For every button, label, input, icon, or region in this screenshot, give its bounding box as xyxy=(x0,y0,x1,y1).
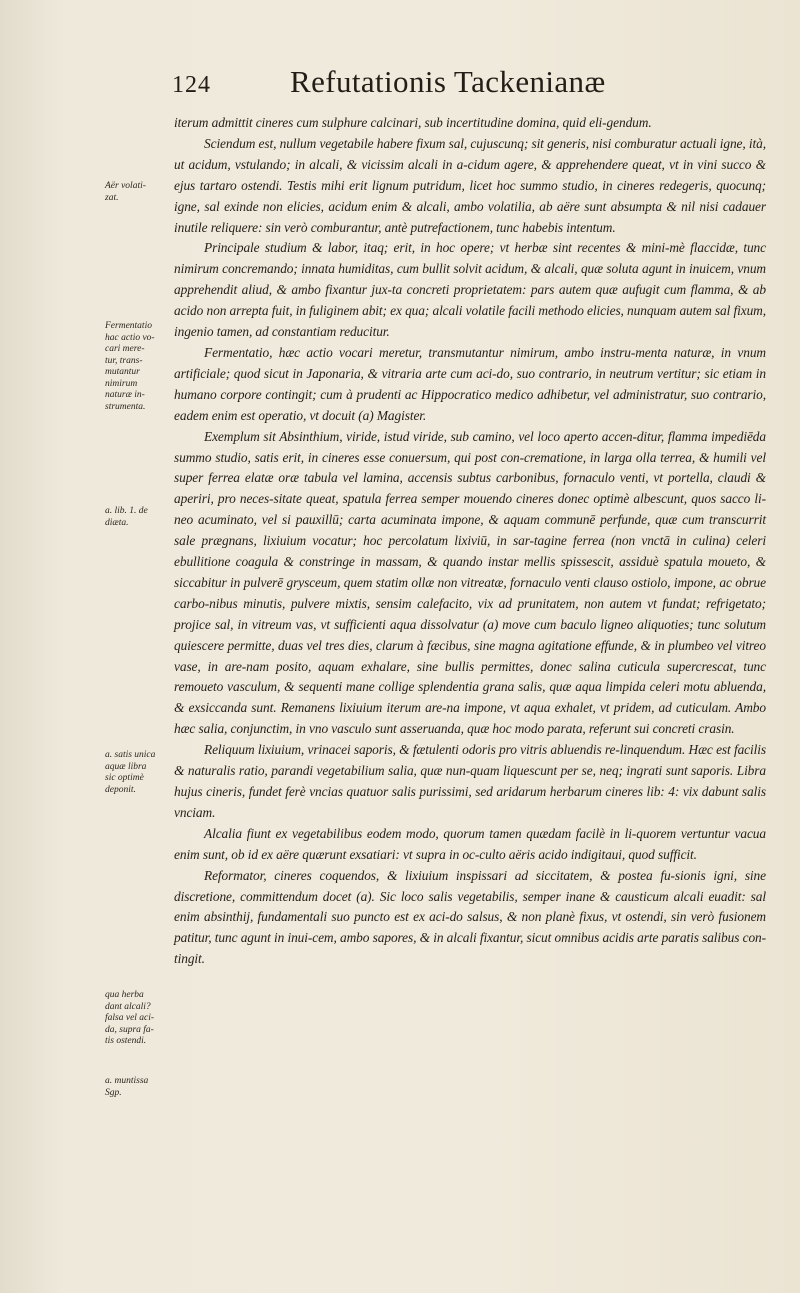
margin-note: qua herba dant alcali? falsa vel aci- da, supra fa- tis ostendi. xyxy=(105,990,155,1046)
margin-note: Aër volati- zat. xyxy=(105,181,146,203)
margin-note: Fermentatio hac actio vo- cari mere- tur, trans- mutantur nimirum naturæ in- strumenta. xyxy=(105,321,155,412)
paragraph: Alcalia fiunt ex vegetabilibus eodem modo, quorum tamen quædam facilè in li-quorem vertuntur vacua enim sunt, ob id ex aëre quærunt exsatiari: vt supra in oc-culto aëris acido indigitaui, quod sufficit. xyxy=(174,825,766,862)
paragraph: iterum admittit cineres cum sulphure calcinari, sub incertitudine domina, quid eli-gendum. xyxy=(174,115,652,130)
margin-note: a. muntissa Sgp. xyxy=(105,1076,149,1098)
paragraph: Fermentatio, hæc actio vocari meretur, transmutantur nimirum, ambo instru-menta naturæ, in vnum artificiale; quod sicut in Japonaria, & vitraria arte cum aci-do, suo contrario, in neutrum vertitur; sic etiam in humano corpore contingit; cum à prudenti ac Hippocratico medico adhibetur, vel administratur, suo contrario, eadem enim est operatio, vt docuit (a) Magister. xyxy=(174,344,766,423)
paragraph: Reformator, cineres coquendos, & lixiuium inspissari ad siccitatem, & postea fu-sionis igni, sine discretione, committendum docet (a). Sic loco salis vegetabilis, semper inane & causticum alcali euadit: sal enim absinthij, fundamentali suo puncto est ex aci-do salsus, & non planè fixus, vt ostendi, sin verò fusionem patitur, tunc agunt in inui-cem, ambo sapores, & in alcali fixantur, sicut omnibus acidis arte paratis salibus con-tingit. xyxy=(174,867,766,967)
margin-note: a. satis unica aquæ libra sic optimè deponit. xyxy=(105,750,156,795)
page-number: 124 xyxy=(172,72,211,98)
paragraph: Exemplum sit Absinthium, viride, istud viride, sub camino, vel loco aperto accen-ditur, flamma impediēda summo studio, satis erit, in cineres esse conuersum, qui post con-crematione, in larga olla terrea, & humili vel super ferrea elatæ oræ tabula vel lamina, accensis subtus carbonibus, fornaculo venti, vt portella, claudi & aperiri, pro neces-sitate queat, spatula ferrea semper mouendo cineres donec optimè albescunt, quos sacco li-neo acuminato, vel si pauxillū; carta acuminata impone, & aquam communē perfunde, quæ cum transcurrit sale prægnans, lixiuium vocatur; hoc percolatum lixiviū, in sar-tagine ferrea (non vnctā in culina) celeri ebullitione coagula & constringe in massam, & quando instar mellis spissescit, assiduè spatula moueto, & siccabitur in pulverē grysceum, quem statim ollæ non vitreatæ, fornaculo venti clauso ostiolo, impone, ac obrue carbo-nibus minutis, pulvere mixtis, sensim calefacito, vix ad prunitatem, non autem vt fundat; refrigetato; projice sal, in vitreum vas, vt sufficienti aqua dissolvatur (a) move cum baculo ligneo aliquoties; tunc solutum quiescere permitte, duas vel tres dies, clarum à fæcibus, sine magna agitatione effunde, & in plumbeo vel vitreo vase, in are-nam posito, aquam exhalare, sine bullis permittes, donec salina cuticula supercrescat, tunc remoueto vasculum, & sequenti mane collige splendentia grana salis, quæ aqua limpida celeri motu abluenda, & exsiccanda sunt. Remanens lixiuium iterum are-na impone, vt aqua exhalet, vt pridem, ad cuticulam. Ambo hæc salia, conjunctim, in vno vasculo sunt asseruanda, quæ hoc modo parata, referunt sui concreti crasin. xyxy=(174,428,766,737)
running-head xyxy=(172,60,772,100)
margin-note: a. lib. 1. de diæta. xyxy=(105,506,148,528)
paragraph: Reliquum lixiuium, vrinacei saporis, & fætulenti odoris pro vitris abluendis re-linquendum. Hæc est facilis & naturalis ratio, parandi vegetabilium salia, quæ nun-quam liquescunt per se, neq; ingrati sunt saporis. Libra hujus cineris, fundet ferè vncias quatuor salis purissimi, sed aridarum herbarum cineres lib: 4: vix dabunt salis vnciam. xyxy=(174,742,766,820)
paragraph: Principale studium & labor, itaq; erit, in hoc opere; vt herbæ sint recentes & mini-mè flaccidæ, tunc nimirum concremando; innata humiditas, cum bullit solvit acidum, & alcali, quæ soluta agunt in inuicem, vnum apprehendit aliud, & ambo fixantur jux-ta concreti proprietatem: pars autem quæ aufugit cum flamma, & ab acido non arrepta fuit, in fuliginem abit; ex qua; alcali volatile facili methodo elicies, nunquam autem sal fixum, ingenio tamen, ad constantiam reducitur. xyxy=(174,240,766,340)
running-title: Refutationis Tackenianæ xyxy=(290,64,606,99)
body-text xyxy=(174,113,766,970)
paragraph: Sciendum est, nullum vegetabile habere fixum sal, cujuscunq; sit generis, nisi comburatur actuali igne, ità, ut acidum, vstulando; in alcali, & vicissim alcali in a-cidum agere, & apprehendere queat, vt in vini succo & ejus tartaro ostendi. Testis mihi erit lignum putridum, licet hoc summo studio, in cineres redegeris, quocunq; igne, sal exinde non elicies, acidum enim & alcali, ambo volatilia, ab aëre sunt absumpta & nil nisi cadauer inutile reliquere: sin verò comburantur, antè putrefactionem, tunc habebis intentum. xyxy=(174,135,766,235)
